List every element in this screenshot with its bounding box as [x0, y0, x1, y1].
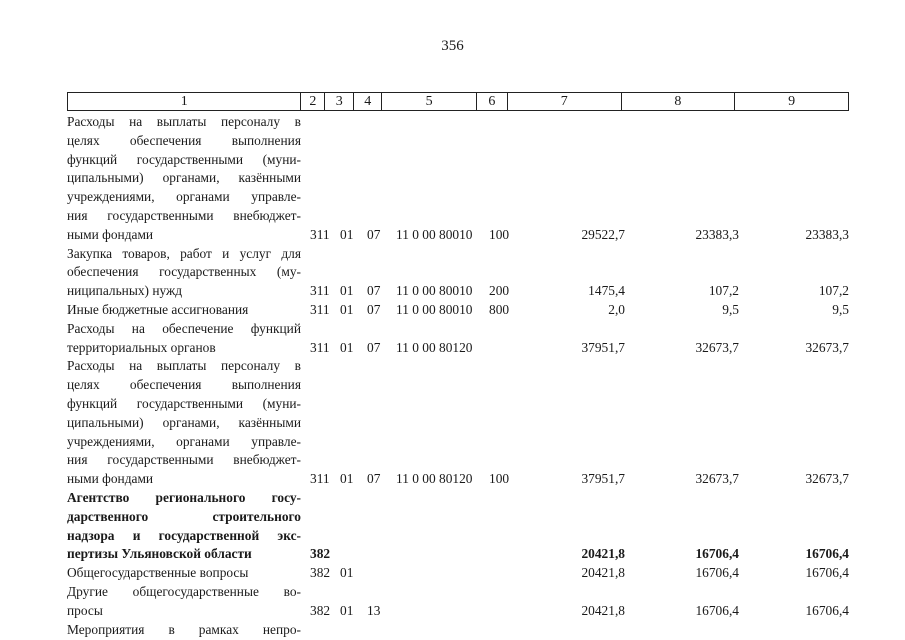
- header-col-3: 3: [324, 93, 353, 110]
- row-name: [67, 489, 301, 564]
- cell-col-7: 20421,8: [581, 602, 625, 618]
- cell-col-4: 07: [367, 339, 381, 355]
- row-name: [67, 320, 301, 358]
- row-name-line: Закупка товаров, работ и услуг для: [67, 245, 301, 261]
- row-name-line: Другие общегосударственные во-: [67, 583, 301, 599]
- table-row: [67, 489, 857, 564]
- row-name-line: ния государственными внебюджет-: [67, 452, 301, 468]
- row-name-line: дарственного строительного: [67, 508, 301, 524]
- row-name-line: Иные бюджетные ассигнования: [67, 301, 249, 317]
- row-name-line: Расходы на выплаты персоналу в: [67, 358, 301, 374]
- cell-col-6: 100: [489, 226, 510, 242]
- cell-col-9: 16706,4: [805, 602, 849, 618]
- table-row: [67, 621, 857, 640]
- row-name: [67, 301, 301, 320]
- page-number: 356: [441, 38, 464, 54]
- cell-col-3: 01: [340, 301, 354, 317]
- row-name-line: ципальными) органами, казёнными: [67, 414, 301, 430]
- row-name-line: функций государственными (муни-: [67, 151, 301, 167]
- table-row: [67, 245, 857, 301]
- cell-col-6: 200: [489, 283, 510, 299]
- cell-col-3: 01: [340, 339, 354, 355]
- cell-col-4: 13: [367, 602, 381, 618]
- cell-col-7: 20421,8: [581, 565, 625, 581]
- cell-col-2: 311: [310, 471, 330, 487]
- row-name: [67, 621, 301, 640]
- cell-col-9: 107,2: [818, 283, 849, 299]
- table-row: [67, 357, 857, 489]
- cell-col-4: 07: [367, 471, 381, 487]
- row-name-line: территориальных органов: [67, 339, 216, 355]
- row-name-line: ципальными) органами, казёнными: [67, 170, 301, 186]
- row-name-line: ниципальных) нужд: [67, 283, 183, 299]
- cell-col-8: 107,2: [708, 283, 739, 299]
- row-name-line: Расходы на обеспечение функций: [67, 320, 301, 336]
- cell-col-9: 32673,7: [805, 471, 849, 487]
- row-name: [67, 583, 301, 621]
- cell-col-3: 01: [340, 471, 354, 487]
- row-name: [67, 564, 301, 583]
- cell-col-3: 01: [340, 226, 354, 242]
- cell-col-9: 32673,7: [805, 339, 849, 355]
- cell-col-6: 100: [489, 471, 510, 487]
- table-body: [67, 113, 857, 639]
- cell-col-8: 32673,7: [695, 339, 739, 355]
- row-name: [67, 113, 301, 245]
- row-name-line: обеспечения государственных (му-: [67, 264, 301, 280]
- cell-col-2: 311: [310, 301, 330, 317]
- cell-col-7: 29522,7: [581, 226, 625, 242]
- table-row: [67, 320, 857, 358]
- cell-col-5: 11 0 00 80120: [396, 471, 473, 487]
- cell-col-2: 311: [310, 283, 330, 299]
- table-row: [67, 113, 857, 245]
- cell-col-7: 2,0: [608, 301, 625, 317]
- cell-col-9: 23383,3: [805, 226, 849, 242]
- cell-col-8: 9,5: [722, 301, 739, 317]
- cell-col-3: 01: [340, 565, 354, 581]
- cell-col-3: 01: [340, 283, 354, 299]
- row-name-line: ными фондами: [67, 226, 154, 242]
- cell-col-6: 800: [489, 301, 510, 317]
- cell-col-2: 382: [310, 546, 331, 562]
- row-name-line: надзора и государственной экс-: [67, 527, 301, 543]
- cell-col-7: 1475,4: [588, 283, 625, 299]
- header-col-5: 5: [381, 93, 476, 110]
- cell-col-8: 16706,4: [695, 565, 739, 581]
- table-row: [67, 301, 857, 320]
- row-name-line: Агентство регионального госу-: [67, 489, 301, 505]
- cell-col-7: 37951,7: [581, 471, 625, 487]
- cell-col-8: 16706,4: [695, 602, 739, 618]
- cell-col-8: 23383,3: [695, 226, 739, 242]
- cell-col-2: 311: [310, 339, 330, 355]
- cell-col-3: 01: [340, 602, 354, 618]
- row-name-line: целях обеспечения выполнения: [67, 377, 301, 393]
- header-col-8: 8: [621, 93, 735, 110]
- cell-col-4: 07: [367, 283, 381, 299]
- header-col-7: 7: [507, 93, 621, 110]
- table-row: [67, 583, 857, 621]
- cell-col-9: 9,5: [832, 301, 849, 317]
- row-name-line: ния государственными внебюджет-: [67, 207, 301, 223]
- row-name: [67, 245, 301, 301]
- cell-col-2: 382: [310, 565, 331, 581]
- header-col-9: 9: [734, 93, 848, 110]
- row-name-line: учреждениями, органами управле-: [67, 189, 301, 205]
- row-name-line: учреждениями, органами управле-: [67, 433, 301, 449]
- table-header: [67, 92, 849, 111]
- cell-col-4: 07: [367, 301, 381, 317]
- header-col-4: 4: [353, 93, 381, 110]
- cell-col-9: 16706,4: [805, 546, 849, 562]
- cell-col-2: 311: [310, 226, 330, 242]
- row-name-line: просы: [67, 602, 103, 618]
- cell-col-5: 11 0 00 80010: [396, 301, 473, 317]
- row-name: [67, 357, 301, 489]
- cell-col-7: 20421,8: [581, 546, 625, 562]
- cell-col-7: 37951,7: [581, 339, 625, 355]
- table-row: [67, 564, 857, 583]
- cell-col-8: 32673,7: [695, 471, 739, 487]
- header-col-1: 1: [180, 94, 188, 109]
- cell-col-9: 16706,4: [805, 565, 849, 581]
- cell-col-2: 382: [310, 602, 331, 618]
- row-name-line: Расходы на выплаты персоналу в: [67, 114, 301, 129]
- cell-col-4: 07: [367, 226, 381, 242]
- row-name-line: пертизы Ульяновской области: [67, 546, 252, 562]
- header-col-6: 6: [476, 93, 507, 110]
- row-name-line: ными фондами: [67, 471, 154, 487]
- row-name-line: Мероприятия в рамках непро-: [67, 621, 301, 637]
- cell-col-5: 11 0 00 80010: [396, 226, 473, 242]
- row-name-line: Общегосударственные вопросы: [67, 565, 249, 581]
- cell-col-5: 11 0 00 80010: [396, 283, 473, 299]
- row-name-line: целях обеспечения выполнения: [67, 132, 301, 148]
- header-col-2: 2: [300, 93, 324, 110]
- row-name-line: функций государственными (муни-: [67, 395, 301, 411]
- cell-col-5: 11 0 00 80120: [396, 339, 473, 355]
- cell-col-8: 16706,4: [695, 546, 739, 562]
